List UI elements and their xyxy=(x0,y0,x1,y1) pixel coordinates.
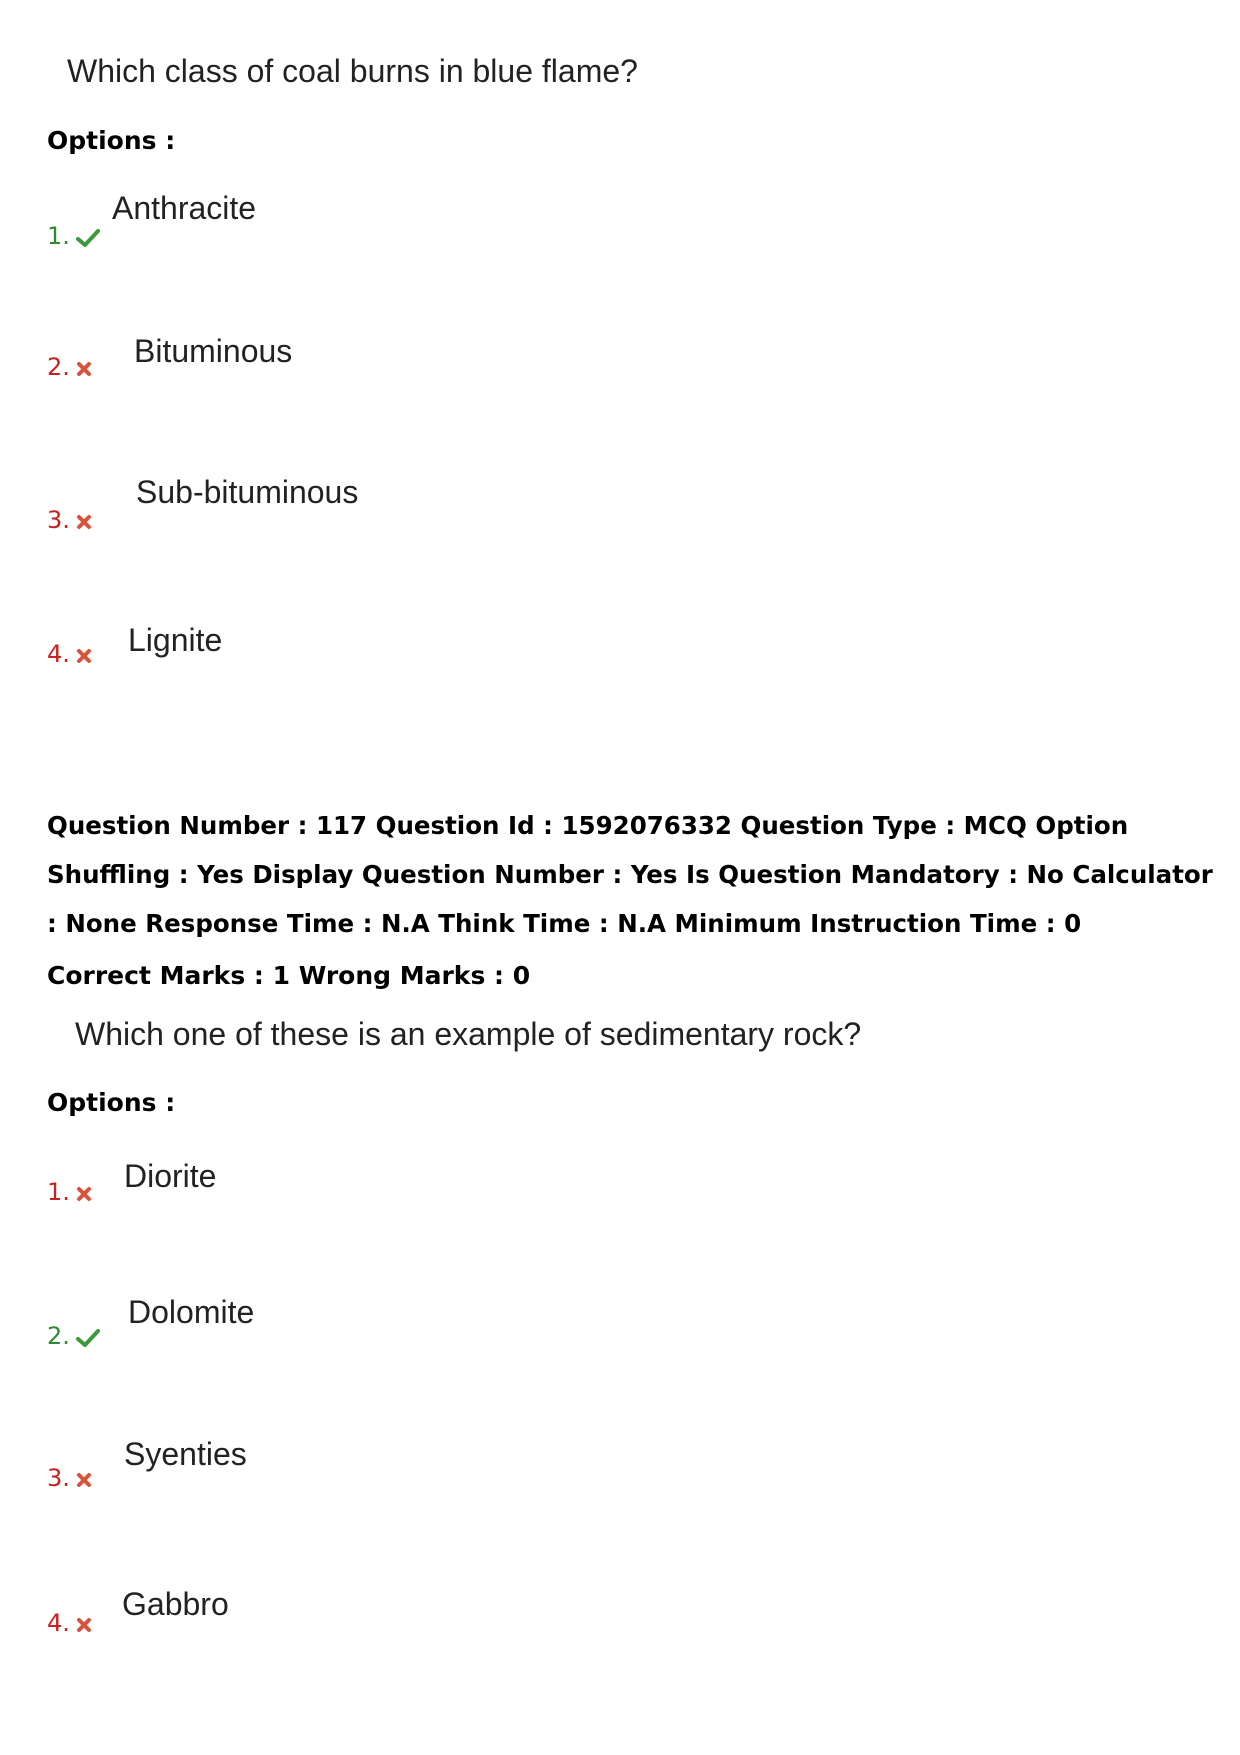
marks-info: Correct Marks : 1 Wrong Marks : 0 xyxy=(47,961,531,990)
option-number: 2. xyxy=(47,353,70,381)
option-number-row xyxy=(47,1322,100,1352)
check-icon xyxy=(76,228,100,252)
cross-icon xyxy=(76,1617,92,1637)
option-text: Gabbro xyxy=(122,1586,229,1622)
option-number-row xyxy=(47,1178,92,1206)
cross-icon xyxy=(76,514,92,534)
option-number-row xyxy=(47,506,92,534)
option-number-row xyxy=(47,640,92,668)
option-text: Bituminous xyxy=(134,333,293,369)
option-number: 3. xyxy=(47,506,70,534)
check-icon xyxy=(76,1328,100,1352)
option-number: 2. xyxy=(47,1322,70,1350)
cross-icon xyxy=(76,648,92,668)
option-number-row xyxy=(47,1464,92,1492)
question-text: Which one of these is an example of sedimentary rock? xyxy=(75,1016,862,1052)
option-text: Diorite xyxy=(124,1158,217,1194)
option-number-row xyxy=(47,1609,92,1637)
option-number: 1. xyxy=(47,222,70,250)
option-text: Lignite xyxy=(128,622,223,658)
option-number-row xyxy=(47,222,100,252)
cross-icon xyxy=(76,1472,92,1492)
option-number: 4. xyxy=(47,640,70,668)
option-number: 1. xyxy=(47,1178,70,1206)
question-meta: Question Number : 117 Question Id : 1592076332 Question Type : MCQ Option Shuffling : Yes Display Question Number : Yes Is Question Mandatory : No Calculator : None Response Time : N.A Think Time : N.A Minimum Instruction Time : 0 xyxy=(47,811,1213,938)
option-text: Sub-bituminous xyxy=(136,474,359,510)
option-number: 3. xyxy=(47,1464,70,1492)
option-text: Syenties xyxy=(124,1436,247,1472)
option-number-row xyxy=(47,353,92,381)
option-text: Anthracite xyxy=(112,190,257,226)
options-label: Options : xyxy=(47,1088,176,1117)
cross-icon xyxy=(76,361,92,381)
option-text: Dolomite xyxy=(128,1294,255,1330)
cross-icon xyxy=(76,1186,92,1206)
options-label: Options : xyxy=(47,126,176,155)
question-text: Which class of coal burns in blue flame? xyxy=(67,53,638,89)
option-number: 4. xyxy=(47,1609,70,1637)
